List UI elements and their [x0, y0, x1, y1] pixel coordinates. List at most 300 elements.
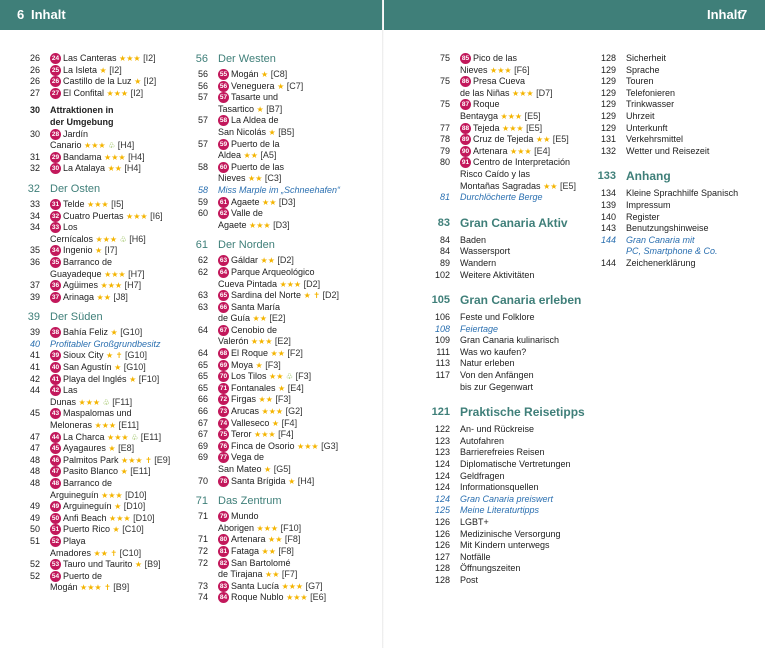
toc-entry[interactable]: [424, 436, 594, 448]
kid-friendly-icon: ♧: [102, 397, 110, 407]
entry-text: [460, 192, 594, 204]
toc-entry[interactable]: [182, 115, 377, 127]
star-icon: ★★: [96, 292, 111, 302]
toc-entry[interactable]: [590, 235, 760, 247]
map-grid-reference: [D2]: [322, 290, 339, 301]
toc-entry[interactable]: [590, 258, 760, 270]
numbered-marker: 74: [219, 419, 228, 427]
entry-text: [50, 362, 194, 374]
map-grid-reference: [H4]: [128, 151, 145, 162]
entry-text: [626, 235, 760, 247]
toc-entry[interactable]: [424, 181, 594, 193]
numbered-marker: 31: [51, 200, 60, 208]
entry-text: [218, 495, 377, 508]
toc-entry[interactable]: [182, 523, 377, 535]
entry-title: San Nicolás: [218, 126, 267, 137]
toc-entry[interactable]: [182, 476, 377, 488]
toc-entry[interactable]: [424, 235, 594, 247]
toc-entry[interactable]: [424, 482, 594, 494]
toc-entry[interactable]: [14, 420, 194, 432]
entry-text: [50, 245, 194, 257]
toc-entry[interactable]: [424, 246, 594, 258]
entry-text: [218, 383, 377, 395]
entry-text: [50, 88, 194, 100]
toc-entry[interactable]: [182, 173, 377, 185]
toc-entry[interactable]: [590, 111, 760, 123]
toc-entry[interactable]: [424, 123, 594, 135]
toc-entry[interactable]: [590, 188, 760, 200]
toc-entry[interactable]: [424, 192, 594, 204]
toc-entry[interactable]: [14, 65, 194, 77]
toc-entry[interactable]: [182, 162, 377, 174]
section-heading: [424, 405, 594, 419]
numbered-marker: 49: [51, 503, 60, 511]
toc-entry[interactable]: [14, 199, 194, 211]
map-grid-reference: [I7]: [104, 245, 118, 256]
page-number: 40: [29, 338, 40, 349]
entry-title: Agaete: [218, 219, 247, 230]
numbered-marker: 90: [461, 147, 470, 155]
page-number: 144: [600, 234, 616, 245]
map-grid-reference: [D2]: [303, 278, 321, 289]
entry-title: Nieves: [218, 173, 246, 184]
toc-entry[interactable]: [182, 255, 377, 267]
toc-entry[interactable]: [182, 418, 377, 430]
toc-entry[interactable]: [182, 150, 377, 162]
entry-text: [626, 169, 760, 183]
numbered-marker: 58: [219, 117, 228, 125]
entry-text: [460, 436, 594, 448]
toc-entry[interactable]: [424, 494, 594, 506]
toc-entry[interactable]: [182, 452, 377, 464]
toc-entry[interactable]: [424, 99, 594, 111]
map-grid-reference: [E6]: [310, 592, 327, 603]
entry-title: Gran Canaria preiswert: [460, 493, 554, 504]
toc-entry[interactable]: [14, 362, 194, 374]
page-number: 73: [197, 580, 208, 591]
numbered-marker: 40: [51, 364, 60, 372]
entry-title: Baden: [460, 234, 487, 245]
page-number: 81: [439, 192, 450, 203]
entry-text: [218, 581, 377, 593]
toc-entry[interactable]: [182, 139, 377, 151]
entry-title: Centro de Interpretación: [473, 157, 571, 168]
page-number: 60: [197, 208, 208, 219]
entry-title: Gáldar: [231, 255, 259, 266]
page-number: 61: [195, 239, 208, 252]
toc-entry[interactable]: [14, 129, 194, 141]
toc-entry[interactable]: [590, 212, 760, 224]
entry-title: Barranco de: [63, 256, 113, 267]
toc-entry[interactable]: [590, 200, 760, 212]
toc-entry[interactable]: [182, 208, 377, 220]
page-number: 127: [434, 551, 450, 562]
entry-title: El Confital: [63, 87, 105, 98]
entry-text: [50, 501, 194, 513]
entry-text: [50, 269, 194, 281]
toc-entry[interactable]: [14, 234, 194, 246]
entry-title: Gran Canaria kulinarisch: [460, 335, 560, 346]
numbered-marker: 33: [51, 224, 60, 232]
toc-entry[interactable]: [424, 88, 594, 100]
toc-entry[interactable]: [424, 335, 594, 347]
toc-entry[interactable]: [424, 157, 594, 169]
toc-entry[interactable]: [182, 464, 377, 476]
toc-entry[interactable]: [424, 382, 594, 394]
entry-title: Tejeda: [473, 122, 500, 133]
toc-entry[interactable]: [182, 348, 377, 360]
entry-text: [460, 88, 594, 100]
entry-title: Bahía Feliz: [63, 327, 109, 338]
section-heading: [182, 239, 377, 252]
toc-entry[interactable]: [182, 279, 377, 291]
star-icon: ★★★: [500, 111, 523, 121]
toc-entry[interactable]: [182, 360, 377, 372]
numbered-marker: 57: [219, 94, 228, 102]
toc-entry[interactable]: [182, 558, 377, 570]
map-grid-reference: [D10]: [123, 501, 146, 512]
page-number: 79: [439, 145, 450, 156]
toc-entry[interactable]: [424, 529, 594, 541]
star-icon: ★★★: [286, 593, 308, 603]
toc-entry[interactable]: [424, 563, 594, 575]
numbered-marker: 56: [219, 82, 228, 90]
entry-text: [218, 81, 377, 93]
toc-entry[interactable]: [14, 501, 194, 513]
toc-entry[interactable]: [182, 302, 377, 314]
star-icon: ★★★: [84, 141, 106, 151]
numbered-marker: 35: [51, 258, 60, 266]
toc-entry[interactable]: [182, 313, 377, 325]
toc-entry[interactable]: [182, 511, 377, 523]
entry-text: [50, 397, 194, 409]
map-grid-reference: [H7]: [124, 280, 142, 291]
page-number: 26: [29, 64, 40, 75]
numbered-marker: 69: [219, 361, 228, 369]
kid-friendly-icon: ♧: [285, 372, 294, 382]
entry-title: Register: [626, 211, 660, 222]
entry-text: [218, 185, 377, 197]
entry-title: Zeichenerklärung: [626, 257, 696, 268]
toc-entry[interactable]: [182, 394, 377, 406]
page-number: 72: [197, 545, 208, 556]
page-number: 57: [197, 138, 208, 149]
toc-entry[interactable]: [424, 312, 594, 324]
entry-text: [218, 162, 377, 174]
toc-entry[interactable]: [14, 245, 194, 257]
map-grid-reference: [E4]: [287, 382, 304, 393]
entry-title: Barrierefreies Reisen: [460, 447, 545, 458]
entry-text: [460, 447, 594, 459]
toc-entry[interactable]: [182, 325, 377, 337]
star-icon: ★★★: [249, 220, 271, 230]
toc-entry[interactable]: [14, 374, 194, 386]
toc-entry[interactable]: [424, 447, 594, 459]
toc-entry[interactable]: [14, 211, 194, 223]
toc-entry[interactable]: [424, 258, 594, 270]
toc-entry[interactable]: [14, 222, 194, 234]
entry-text: [460, 471, 594, 483]
entry-text: [218, 290, 377, 302]
toc-entry[interactable]: [14, 88, 194, 100]
entry-title: Miss Marple im „Schneehafen“: [218, 184, 341, 195]
toc-entry[interactable]: [424, 471, 594, 483]
toc-entry[interactable]: [424, 459, 594, 471]
star-icon: ★★: [261, 546, 276, 556]
toc-entry[interactable]: [424, 134, 594, 146]
toc-entry[interactable]: [424, 169, 594, 181]
toc-entry[interactable]: [14, 53, 194, 65]
toc-entry[interactable]: [182, 569, 377, 581]
entry-title: Amadores: [50, 547, 92, 558]
toc-entry[interactable]: [424, 65, 594, 77]
section-heading: [182, 53, 377, 66]
toc-entry[interactable]: [182, 336, 377, 348]
page-number: 71: [197, 534, 208, 545]
toc-entry[interactable]: [14, 432, 194, 444]
toc-entry[interactable]: [590, 88, 760, 100]
toc-entry[interactable]: [424, 53, 594, 65]
star-icon: ★★: [248, 174, 263, 184]
entry-title: Tasartico: [218, 103, 255, 114]
map-grid-reference: [F4]: [281, 417, 298, 428]
toc-entry[interactable]: [590, 134, 760, 146]
toc-entry[interactable]: [14, 513, 194, 525]
toc-entry[interactable]: [182, 429, 377, 441]
toc-entry[interactable]: [14, 163, 194, 175]
entry-title: Fataga: [231, 545, 260, 556]
toc-entry[interactable]: [14, 280, 194, 292]
toc-entry[interactable]: [14, 536, 194, 548]
toc-entry[interactable]: [182, 406, 377, 418]
toc-entry[interactable]: [182, 69, 377, 81]
page-number: 48: [29, 466, 40, 477]
entry-title: Feste und Folklore: [460, 312, 535, 323]
toc-entry[interactable]: [424, 540, 594, 552]
toc-entry[interactable]: [424, 424, 594, 436]
entry-text: [218, 115, 377, 127]
entry-title: de las Niñas: [460, 87, 510, 98]
entry-text: [50, 350, 194, 362]
toc-entry[interactable]: [182, 441, 377, 453]
map-grid-reference: [D3]: [278, 196, 296, 207]
entry-text: [218, 418, 377, 430]
star-icon: ★★★: [104, 269, 126, 279]
entry-text: [50, 466, 194, 478]
map-grid-reference: [F8]: [278, 545, 294, 556]
toc-entry[interactable]: [182, 185, 377, 197]
page-number: 75: [439, 76, 450, 87]
star-icon: ★: [112, 525, 120, 535]
toc-entry[interactable]: [590, 123, 760, 135]
numbered-marker: 55: [219, 71, 228, 78]
toc-entry[interactable]: [14, 571, 194, 583]
toc-entry[interactable]: [424, 324, 594, 336]
toc-entry[interactable]: [14, 76, 194, 88]
entry-text: [218, 348, 377, 360]
toc-entry[interactable]: [14, 466, 194, 478]
toc-entry[interactable]: [14, 292, 194, 304]
toc-entry[interactable]: [14, 152, 194, 164]
map-grid-reference: [J8]: [113, 291, 128, 302]
toc-entry[interactable]: [14, 548, 194, 560]
toc-entry[interactable]: [424, 111, 594, 123]
entry-text: [50, 582, 194, 594]
numbered-marker: 52: [51, 537, 60, 545]
entry-text: [460, 529, 594, 541]
map-grid-reference: [E11]: [130, 466, 151, 477]
toc-entry[interactable]: [14, 327, 194, 339]
toc-entry[interactable]: [14, 105, 194, 117]
entry-title: Playa: [63, 535, 86, 546]
entry-title: Aborigen: [218, 522, 255, 533]
toc-entry[interactable]: [424, 575, 594, 587]
entry-title: Mogán: [50, 582, 78, 593]
numbered-marker: 34: [51, 247, 60, 255]
toc-entry[interactable]: [424, 146, 594, 158]
toc-entry[interactable]: [590, 146, 760, 158]
toc-entry[interactable]: [182, 104, 377, 116]
toc-entry[interactable]: [590, 99, 760, 111]
toc-entry[interactable]: [182, 92, 377, 104]
entry-text: [460, 324, 594, 336]
toc-column-3: [424, 53, 594, 587]
entry-text: [50, 571, 194, 583]
entry-text: [50, 199, 194, 211]
toc-entry[interactable]: [182, 267, 377, 279]
section-heading: [424, 293, 594, 307]
map-grid-reference: [F4]: [278, 429, 294, 440]
toc-entry[interactable]: [14, 455, 194, 467]
toc-entry[interactable]: [182, 546, 377, 558]
numbered-marker: 72: [219, 396, 228, 404]
toc-entry[interactable]: [424, 358, 594, 370]
page-number: 57: [197, 115, 208, 126]
page-number: 47: [29, 443, 40, 454]
toc-entry[interactable]: [590, 246, 760, 258]
entry-title: Ayagaures: [63, 443, 106, 454]
numbered-marker: 88: [461, 124, 470, 132]
toc-entry[interactable]: [182, 127, 377, 139]
toc-entry[interactable]: [14, 117, 194, 129]
star-icon: ★: [114, 363, 122, 373]
page-number: 71: [195, 495, 208, 508]
entry-text: [460, 552, 594, 564]
toc-entry[interactable]: [424, 76, 594, 88]
entry-title: Agüimes: [63, 280, 99, 291]
toc-entry[interactable]: [182, 290, 377, 302]
entry-text: [626, 99, 760, 111]
toc-entry[interactable]: [14, 350, 194, 362]
toc-entry[interactable]: [14, 478, 194, 490]
page-number: 52: [29, 570, 40, 581]
entry-text: [50, 524, 194, 536]
toc-entry[interactable]: [14, 490, 194, 502]
toc-entry[interactable]: [590, 76, 760, 88]
page-number: 62: [197, 255, 208, 266]
toc-entry[interactable]: [14, 408, 194, 420]
toc-entry[interactable]: [14, 269, 194, 281]
entry-text: [50, 536, 194, 548]
entry-text: [218, 104, 377, 116]
page-number: 36: [29, 256, 40, 267]
toc-entry[interactable]: [14, 339, 194, 351]
entry-title: Weitere Aktivitäten: [460, 269, 535, 280]
toc-entry[interactable]: [14, 559, 194, 571]
entry-text: [218, 394, 377, 406]
page-number: 35: [29, 245, 40, 256]
page-number: 26: [29, 76, 40, 87]
entry-title: Tauro und Taurito: [63, 559, 133, 570]
entry-title: Feiertage: [460, 323, 499, 334]
toc-entry[interactable]: [590, 223, 760, 235]
page-number: 124: [434, 493, 450, 504]
left-page-number: 6: [17, 7, 25, 22]
entry-title: Valleseco: [231, 417, 270, 428]
toc-entry[interactable]: [424, 270, 594, 282]
page-number: 42: [29, 373, 40, 384]
toc-entry[interactable]: [424, 505, 594, 517]
page-number: 128: [434, 563, 450, 574]
page-number: 128: [600, 53, 616, 63]
star-icon: ★★★: [94, 421, 117, 431]
entry-title: Los: [63, 222, 78, 233]
toc-entry[interactable]: [424, 347, 594, 359]
page-number: 129: [600, 110, 616, 121]
toc-entry[interactable]: [14, 397, 194, 409]
star-icon: ★★: [258, 395, 273, 405]
page-number: 34: [29, 210, 40, 221]
toc-entry[interactable]: [182, 592, 377, 604]
entry-title: PC, Smartphone & Co.: [626, 246, 718, 257]
toc-entry[interactable]: [590, 53, 760, 65]
map-grid-reference: [I2]: [143, 76, 157, 87]
toc-entry[interactable]: [14, 524, 194, 536]
page-number: 66: [197, 394, 208, 405]
page-number: 51: [29, 535, 40, 546]
toc-entry[interactable]: [182, 220, 377, 232]
numbered-marker: 71: [219, 384, 228, 392]
entry-text: [218, 325, 377, 337]
page-number: 31: [29, 151, 40, 162]
toc-entry[interactable]: [424, 517, 594, 529]
toc-entry[interactable]: [182, 197, 377, 209]
toc-entry[interactable]: [14, 582, 194, 594]
section-heading: [590, 169, 760, 183]
kid-friendly-icon: ♧: [119, 234, 127, 244]
entry-text: [626, 53, 760, 65]
toc-entry[interactable]: [14, 257, 194, 269]
map-grid-reference: [F10]: [138, 373, 160, 384]
entry-title: La Atalaya: [63, 163, 106, 174]
toc-entry[interactable]: [424, 552, 594, 564]
page-number: 33: [29, 198, 40, 209]
toc-entry[interactable]: [590, 65, 760, 77]
section-heading: [424, 216, 594, 230]
toc-entry[interactable]: [14, 443, 194, 455]
toc-entry[interactable]: [182, 81, 377, 93]
toc-entry[interactable]: [182, 371, 377, 383]
toc-entry[interactable]: [14, 385, 194, 397]
toc-entry[interactable]: [182, 534, 377, 546]
page-number: 48: [29, 454, 40, 465]
entry-title: Montañas Sagradas: [460, 180, 541, 191]
toc-entry[interactable]: [424, 370, 594, 382]
toc-entry[interactable]: [182, 383, 377, 395]
toc-entry[interactable]: [14, 140, 194, 152]
star-icon: ★★★: [261, 407, 284, 417]
toc-entry[interactable]: [182, 581, 377, 593]
